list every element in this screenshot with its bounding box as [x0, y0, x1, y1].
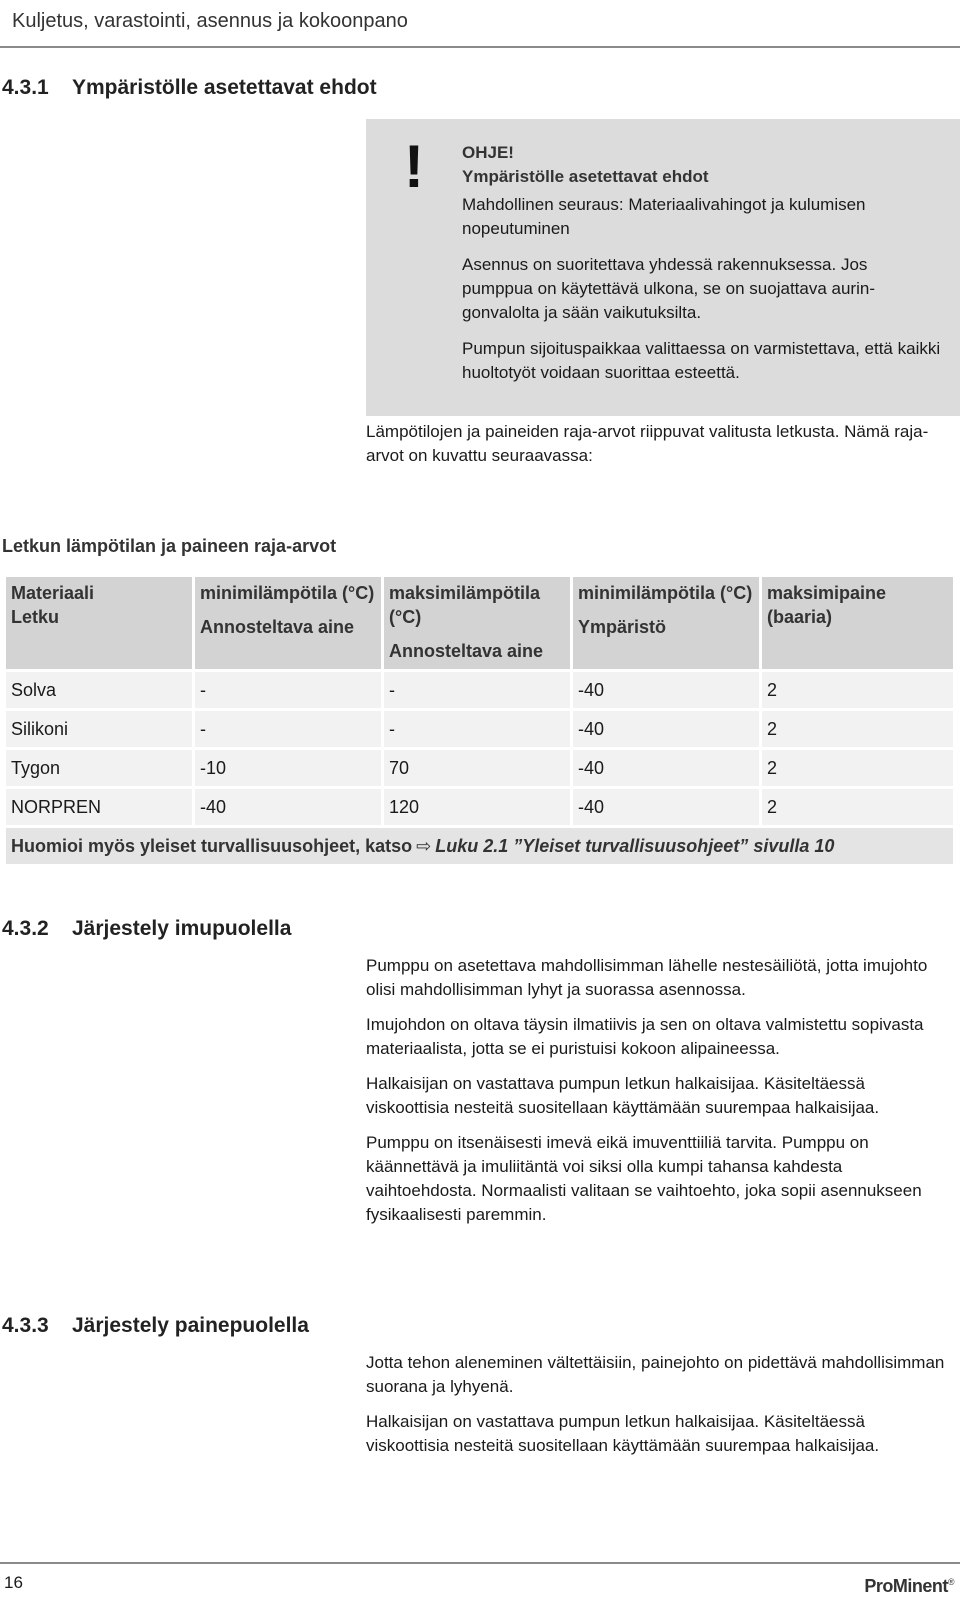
- table-cell: -40: [573, 711, 759, 747]
- table-footnote: [6, 828, 953, 864]
- header-cell: maksimilämpötila (°C) Annosteltava aine: [384, 577, 570, 669]
- intro-paragraph: Lämpötilojen ja paineiden raja-arvot riippuvat valitusta letkusta. Nämä raja-arvot on kuvattu seuraavassa:: [366, 422, 929, 465]
- section-body: [366, 1351, 946, 1469]
- section-number: 4.3.3: [2, 1314, 49, 1337]
- table-cell: -40: [573, 789, 759, 825]
- section-title: Järjestely imupuolella: [72, 917, 292, 940]
- table-cell: Silikoni: [6, 711, 192, 747]
- table-cell: 70: [384, 750, 570, 786]
- table-cell: Tygon: [6, 750, 192, 786]
- section-number: 4.3.1: [2, 76, 49, 99]
- table-cell: -: [195, 711, 381, 747]
- table-cell: NORPREN: [6, 789, 192, 825]
- note-paragraph: Pumpun sijoituspaikkaa valittaessa on varmistettava, että kaikki huoltotyöt voidaan suorittaa esteettä.: [462, 339, 941, 382]
- header-divider: [0, 46, 960, 48]
- note-box: [366, 119, 960, 416]
- note-label: OHJE!: [462, 143, 514, 162]
- page-number: 16: [4, 1573, 23, 1592]
- section-body: [366, 954, 946, 1238]
- cross-reference-link[interactable]: Luku 2.1 ”Yleiset turvallisuusohjeet” sivulla 10: [435, 835, 835, 856]
- table-footnote-row: [6, 828, 953, 864]
- body-paragraph: Halkaisijan on vastattava pumpun letkun halkaisijaa. Käsiteltäessä viskoottisia nesteitä suositellaan käyttämään suurempaa halkaisijaa.: [366, 1412, 880, 1455]
- table-row: [6, 750, 953, 786]
- body-paragraph: Jotta tehon aleneminen vältettäisiin, painejohto on pidettävä mahdollisimman suorana ja lyhyenä.: [366, 1353, 945, 1396]
- limits-table: [3, 574, 956, 867]
- footer-divider: [0, 1562, 960, 1564]
- table-caption: Letkun lämpötilan ja paineen raja-arvot: [2, 536, 337, 556]
- table-cell: -40: [573, 750, 759, 786]
- footnote-text: Huomioi myös yleiset turvallisuusohjeet, katso: [11, 835, 413, 856]
- note-title: Ympäristölle asetettavat ehdot: [462, 167, 709, 186]
- body-paragraph: Pumppu on itsenäisesti imevä eikä imuventtiiliä tarvita. Pumppu on käännettävä ja imuliitäntä voi siksi olla kumpi tahansa kahdesta vaihtoehdosta. Normaalisti valitaan se vaihtoehto, joka sopii asennukseen fysikaalisesti paremmin.: [366, 1133, 922, 1224]
- body-paragraph: Pumppu on asetettava mahdollisimman lähelle nestesäiliötä, jotta imujohto olisi mahdollisimman lyhyt ja suorassa asennossa.: [366, 956, 928, 999]
- table-cell: -: [195, 672, 381, 708]
- table-cell: -: [384, 711, 570, 747]
- header-cell: minimilämpötila (°C) Annosteltava aine: [195, 577, 381, 669]
- body-paragraph: Halkaisijan on vastattava pumpun letkun halkaisijaa. Käsiteltäessä viskoottisia nesteitä suositellaan käyttämään suurempaa halkaisijaa.: [366, 1074, 880, 1117]
- table-row: [6, 672, 953, 708]
- table-cell: -40: [573, 672, 759, 708]
- table-cell: -40: [195, 789, 381, 825]
- table-cell: 2: [762, 711, 953, 747]
- section-heading-4-3-2: [2, 917, 291, 941]
- table-header-row: [6, 577, 953, 669]
- header-cell: Materiaali Letku: [6, 577, 192, 669]
- table-cell: 2: [762, 789, 953, 825]
- header-cell: maksimipaine (baaria): [762, 577, 953, 669]
- header-cell: minimilämpötila (°C) Ympäristö: [573, 577, 759, 669]
- table-cell: 2: [762, 672, 953, 708]
- table-row: [6, 711, 953, 747]
- section-number: 4.3.2: [2, 917, 49, 940]
- cross-reference-arrow-icon: ⇨: [416, 835, 432, 856]
- intro-text: [366, 420, 946, 479]
- table-cell: -10: [195, 750, 381, 786]
- header-title: Kuljetus, varastointi, asennus ja kokoonpano: [12, 10, 408, 32]
- body-paragraph: Imujohdon on oltava täysin ilmatiivis ja sen on oltava valmistettu sopivasta materiaalista, jotta se ei puristuisi kokoon alipaineessa.: [366, 1015, 924, 1058]
- exclamation-icon: !: [404, 133, 424, 200]
- section-heading-4-3-3: [2, 1314, 309, 1338]
- prominent-logo: ProMinent®: [864, 1576, 954, 1596]
- section-title: Järjestely painepuolella: [72, 1314, 309, 1337]
- table-cell: Solva: [6, 672, 192, 708]
- table-row: [6, 789, 953, 825]
- table-cell: -: [384, 672, 570, 708]
- table-cell: 2: [762, 750, 953, 786]
- section-title: Ympäristölle asetettavat ehdot: [72, 76, 377, 99]
- table-cell: 120: [384, 789, 570, 825]
- section-heading-4-3-1: [2, 76, 377, 100]
- note-paragraph: Asennus on suoritettava yhdessä rakennuksessa. Jos pumppua on käytettävä ulkona, se on suojattava auringonvalolta ja sään vaikutuksilta.: [462, 255, 875, 322]
- note-consequence: Mahdollinen seuraus: Materiaalivahingot ja kulumisen nopeutuminen: [462, 195, 866, 238]
